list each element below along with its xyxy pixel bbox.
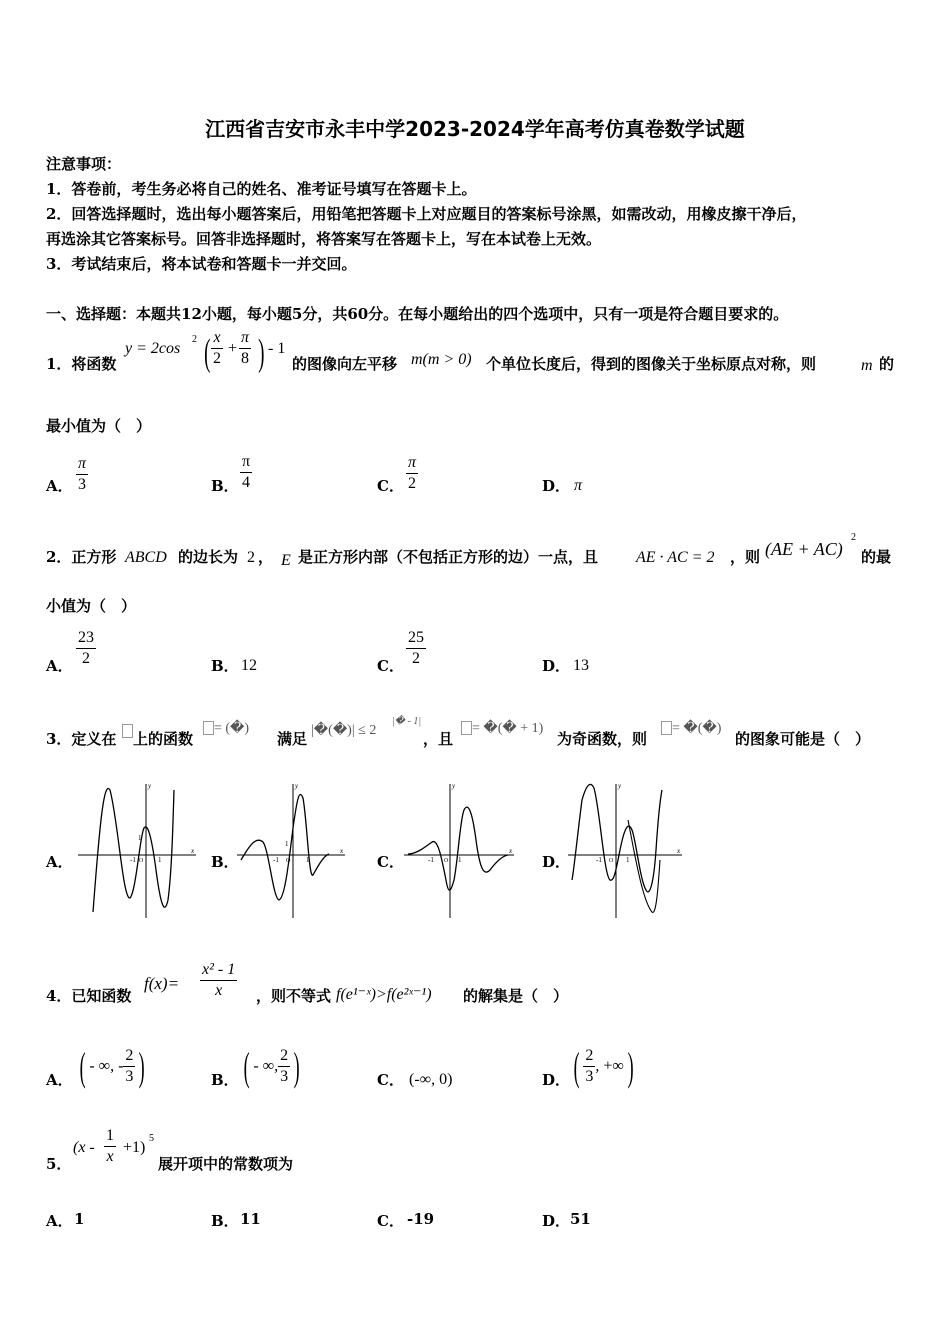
q1-option-a-value[interactable]: $\frac{\pi}{3}$	[78, 455, 87, 493]
q3-missing-glyph-icon-3	[461, 721, 472, 735]
q2-text-1: 的边长为	[178, 548, 239, 566]
q3-option-b-graph[interactable]	[237, 780, 349, 920]
q2-exp: 2	[851, 532, 856, 543]
page-title: 江西省吉安市永丰中学2023-2024学年高考仿真卷数学试题	[205, 117, 745, 141]
q3-d-neg1-label: -1	[596, 856, 602, 864]
q3-b-one-label: 1	[306, 856, 310, 864]
q3-missing-glyph-icon-4	[661, 721, 672, 735]
q3-a-one-label: 1	[158, 856, 162, 864]
q3-a-origin-label: O	[139, 858, 144, 864]
q3-text-5: 的图象可能是（ ）	[735, 730, 871, 748]
q3-option-c-graph[interactable]	[404, 780, 518, 920]
q2-expression: (AE + AC)	[765, 539, 843, 559]
q1-option-d-label[interactable]: D．	[542, 477, 571, 495]
q3-a-y-label: y	[148, 782, 152, 790]
q1-paren-right: )	[258, 332, 265, 374]
notice-item-3: 3．考试结束后，将本试卷和答题卡一并交回。	[46, 255, 357, 273]
q2-option-d-label[interactable]: D．	[542, 657, 571, 675]
q3-option-c-label[interactable]: C．	[377, 853, 404, 871]
q2-text-4: 的最	[861, 548, 892, 566]
q2-option-c-label[interactable]: C．	[377, 657, 404, 675]
q2-option-b-value[interactable]: 12	[241, 657, 257, 674]
q4-option-a-value[interactable]: ( - ∞, - $\frac{2}{3}$ )	[79, 1044, 146, 1089]
q3-d-y-label: y	[618, 782, 622, 790]
q1-line2: 最小值为（ ）	[46, 417, 152, 435]
q2-option-a-value[interactable]: $\frac{23}{2}$	[78, 629, 94, 667]
q1-func-prefix: y = 2cos	[125, 340, 181, 357]
q3-d-x-label: x	[677, 847, 681, 855]
q3-c-neg1-label: -1	[428, 856, 434, 864]
q3-d-curve-1	[582, 784, 662, 891]
q2-comma: ，	[258, 548, 274, 566]
q4-fx: f(x)=	[144, 974, 180, 993]
q4-inequality: f(e¹⁻ˣ)>f(e²ˣ⁻¹)	[336, 986, 432, 1003]
q5-option-d-value[interactable]: 51	[570, 1210, 591, 1228]
q1-text-mid: 的图像向左平移	[292, 355, 398, 373]
q5-option-b-label[interactable]: B．	[211, 1212, 239, 1230]
q1-option-c-value[interactable]: $\frac{\pi}{2}$	[408, 454, 417, 492]
q3-d-one-label: 1	[626, 856, 630, 864]
q2-abcd: ABCD	[125, 549, 167, 566]
q1-func-suffix: - 1	[268, 340, 286, 357]
q2-line2: 小值为（ ）	[46, 597, 137, 615]
q1-option-b-value[interactable]: $\frac{\pi}{4}$	[242, 453, 251, 491]
q3-a-neg1-label: -1	[130, 856, 136, 864]
q5-fraction: $\frac{1}{x}$	[106, 1127, 114, 1165]
q1-frac1: $\frac{x}{2}$	[213, 329, 221, 367]
q1-option-a-label[interactable]: A．	[46, 477, 73, 495]
q5-option-c-label[interactable]: C．	[377, 1212, 404, 1230]
q3-option-d-graph[interactable]	[568, 780, 686, 920]
q3-b-y1-label: 1	[285, 840, 289, 848]
q4-option-b-label[interactable]: B．	[211, 1071, 239, 1089]
q3-option-d-label[interactable]: D．	[542, 853, 571, 871]
q4-option-c-label[interactable]: C．	[377, 1071, 404, 1089]
q3-missing-glyph-icon	[122, 724, 133, 738]
q3-b-x-label: x	[340, 847, 344, 855]
q2-text-2: 是正方形内部（不包括正方形的边）一点，且	[298, 548, 599, 566]
q5-expr-a: (x -	[73, 1139, 95, 1156]
notice-heading: 注意事项：	[46, 155, 122, 173]
q3-d-curve-2	[572, 800, 582, 880]
q5-option-c-value[interactable]: -19	[407, 1210, 435, 1228]
q5-option-a-label[interactable]: A．	[46, 1212, 73, 1230]
q5-number: 5．	[46, 1155, 72, 1173]
q4-option-c-value[interactable]: (-∞, 0)	[409, 1071, 453, 1088]
q3-func-3: = �(�)	[672, 721, 722, 736]
q3-c-curve	[408, 807, 508, 890]
q4-text-2: 的解集是（ ）	[463, 987, 569, 1005]
q5-option-a-value[interactable]: 1	[74, 1210, 85, 1228]
q3-number: 3．定义在	[46, 730, 117, 748]
q5-expr-b: +1)	[123, 1139, 146, 1156]
q3-text-2: 满足	[277, 730, 308, 748]
q5-option-d-label[interactable]: D．	[542, 1212, 571, 1230]
q3-text-3: ，且	[423, 730, 454, 748]
q1-option-b-label[interactable]: B．	[211, 477, 239, 495]
q3-option-a-label[interactable]: A．	[46, 853, 73, 871]
q2-option-c-value[interactable]: $\frac{25}{2}$	[408, 629, 424, 667]
q2-number: 2．正方形	[46, 548, 117, 566]
q4-option-a-label[interactable]: A．	[46, 1071, 73, 1089]
q3-condition-exp: |� - 1|	[392, 716, 422, 727]
q3-condition: |�(�)| ≤ 2	[311, 723, 377, 738]
q5-text: 展开项中的常数项为	[158, 1155, 294, 1173]
q2-condition: AE · AC = 2	[636, 549, 715, 566]
q2-side: 2	[247, 549, 255, 566]
q3-b-neg1-label: -1	[273, 856, 279, 864]
q1-paren-left: (	[204, 332, 211, 374]
notice-item-2: 2．回答选择题时，选出每小题答案后，用铅笔把答题卡上对应题目的答案标号涂黑，如需改动，用橡皮擦干净后，	[46, 205, 807, 223]
q5-option-b-value[interactable]: 11	[240, 1210, 261, 1228]
q4-option-d-label[interactable]: D．	[542, 1071, 571, 1089]
q3-b-origin-label: O	[286, 858, 291, 864]
q2-text-3: ，则	[730, 548, 761, 566]
notice-item-2-cont: 再选涂其它答案标号。回答非选择题时，将答案写在答题卡上，写在本试卷上无效。	[46, 230, 602, 248]
q3-missing-glyph-icon-2	[203, 721, 214, 735]
q3-text-4: 为奇函数，则	[557, 730, 648, 748]
q3-func-1: = (�)	[214, 721, 250, 736]
q3-option-b-label[interactable]: B．	[211, 853, 239, 871]
q5-exp: 5	[149, 1133, 154, 1144]
q1-text-after: 个单位长度后，得到的图像关于坐标原点对称，则	[486, 355, 817, 373]
q3-c-one-label: 1	[458, 856, 462, 864]
q1-frac2: $\frac{\pi}{8}$	[241, 329, 250, 367]
q4-text-1: ，则不等式	[256, 987, 332, 1005]
q3-option-a-graph[interactable]	[78, 780, 200, 920]
q3-d-origin-label: O	[609, 858, 614, 864]
q2-option-d-value[interactable]: 13	[573, 657, 589, 674]
q3-b-y-label: y	[295, 782, 299, 790]
q1-number: 1．将函数	[46, 355, 117, 373]
q2-e: E	[281, 552, 291, 569]
q4-fraction: $\frac{\text{x² - 1}}{x}$	[202, 961, 236, 999]
q3-text-1: 上的函数	[133, 730, 194, 748]
notice-item-1: 1．答卷前，考生务必将自己的姓名、准考证号填写在答题卡上。	[46, 180, 477, 198]
q1-plus: +	[228, 340, 238, 357]
q4-option-d-value[interactable]: ( $\frac{2}{3}$ , +∞)	[573, 1044, 634, 1089]
q1-text-end: 的	[879, 355, 895, 373]
q1-func-exp: 2	[192, 334, 197, 345]
q1-option-d-value[interactable]: π	[574, 477, 583, 494]
section-heading: 一、选择题：本题共12小题，每小题5分，共60分。在每小题给出的四个选项中，只有一项是符合题目要求的。	[46, 305, 789, 323]
q2-option-b-label[interactable]: B．	[211, 657, 239, 675]
q3-c-y-label: y	[452, 782, 456, 790]
q3-a-y1-label: 1	[138, 834, 142, 842]
q3-a-curve	[93, 789, 174, 912]
q4-number: 4．已知函数	[46, 987, 132, 1005]
q3-c-origin-label: O	[444, 858, 449, 864]
q3-c-x-label: x	[509, 847, 513, 855]
q3-a-x-label: x	[191, 847, 195, 855]
q1-option-c-label[interactable]: C．	[377, 477, 404, 495]
q3-func-2: = �(� + 1)	[472, 721, 544, 736]
q1-m-condition: m(m > 0)	[411, 351, 472, 368]
q1-m: m	[861, 357, 873, 374]
q4-option-b-value[interactable]: ( - ∞, $\frac{2}{3}$ )	[243, 1044, 300, 1089]
q2-option-a-label[interactable]: A．	[46, 657, 73, 675]
